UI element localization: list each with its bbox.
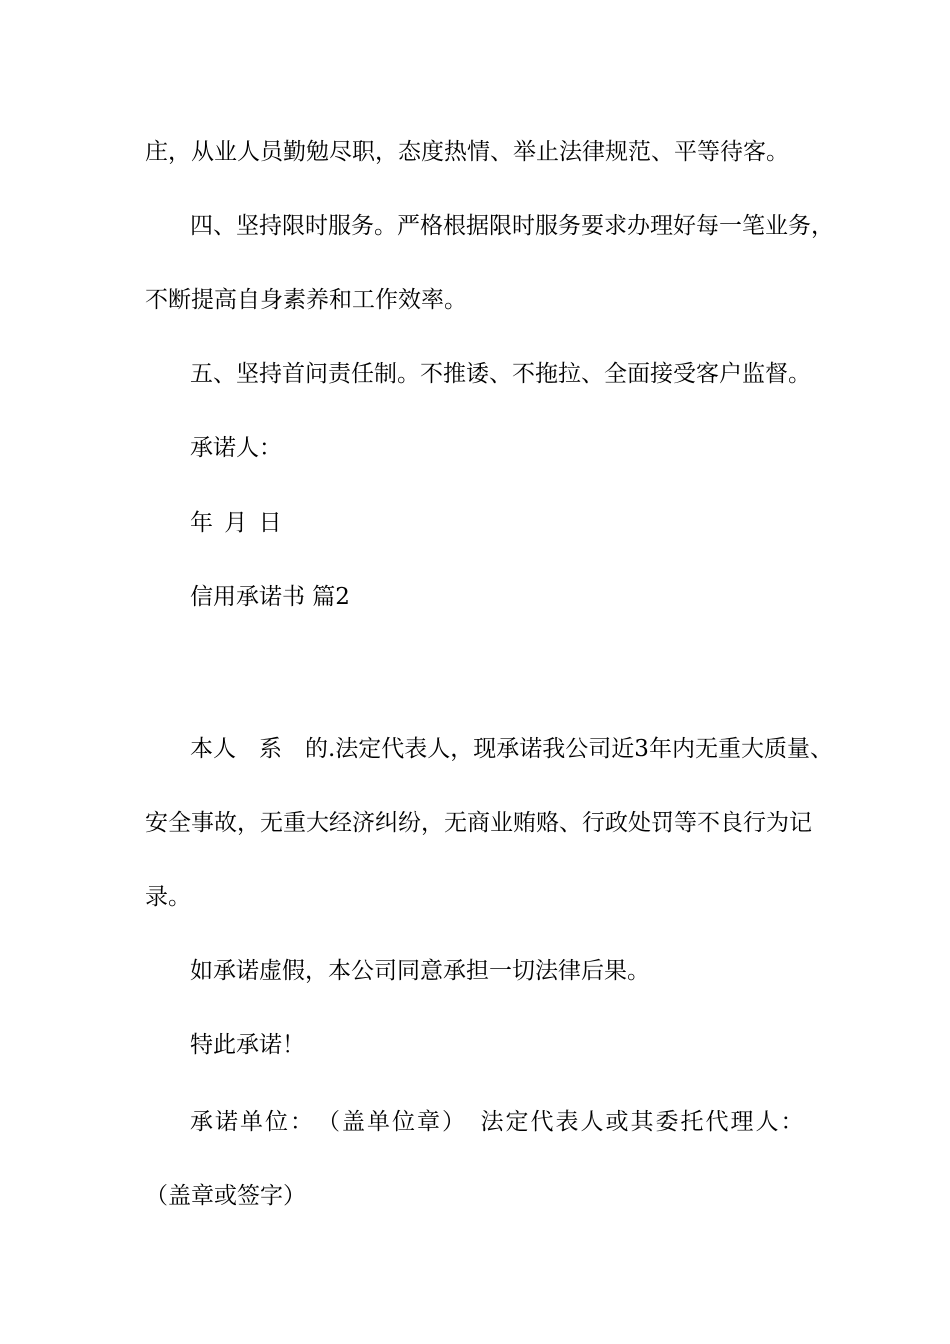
paragraph-line-2: 四、坚持限时服务。严格根据限时服务要求办理好每一笔业务， (190, 213, 834, 239)
paragraph-line-4: 五、坚持首问责任制。不推诿、不拖拉、全面接受客户监督。 (190, 361, 811, 387)
stamp-or-signature-line: （盖章或签字） (145, 1183, 306, 1209)
paragraph-line-3: 不断提高自身素养和工作效率。 (145, 287, 467, 313)
paragraph-line-5: 本人 系 的.法定代表人，现承诺我公司近3年内无重大质量、 (190, 736, 833, 762)
paragraph-line-7: 录。 (145, 884, 191, 910)
paragraph-line-8: 如承诺虚假，本公司同意承担一切法律后果。 (190, 958, 650, 984)
paragraph-line-1: 庄，从业人员勤勉尽职，态度热情、举止法律规范、平等待客。 (145, 139, 789, 165)
signing-unit-line: 承诺单位： （盖单位章） 法定代表人或其委托代理人： (190, 1109, 806, 1135)
section-title: 信用承诺书 篇2 (190, 584, 350, 610)
paragraph-line-6: 安全事故，无重大经济纠纷，无商业贿赂、行政处罚等不良行为记 (145, 810, 812, 836)
signature-label: 承诺人： (190, 435, 282, 461)
date-line: 年 月 日 (190, 510, 284, 536)
paragraph-line-9: 特此承诺！ (190, 1032, 305, 1058)
